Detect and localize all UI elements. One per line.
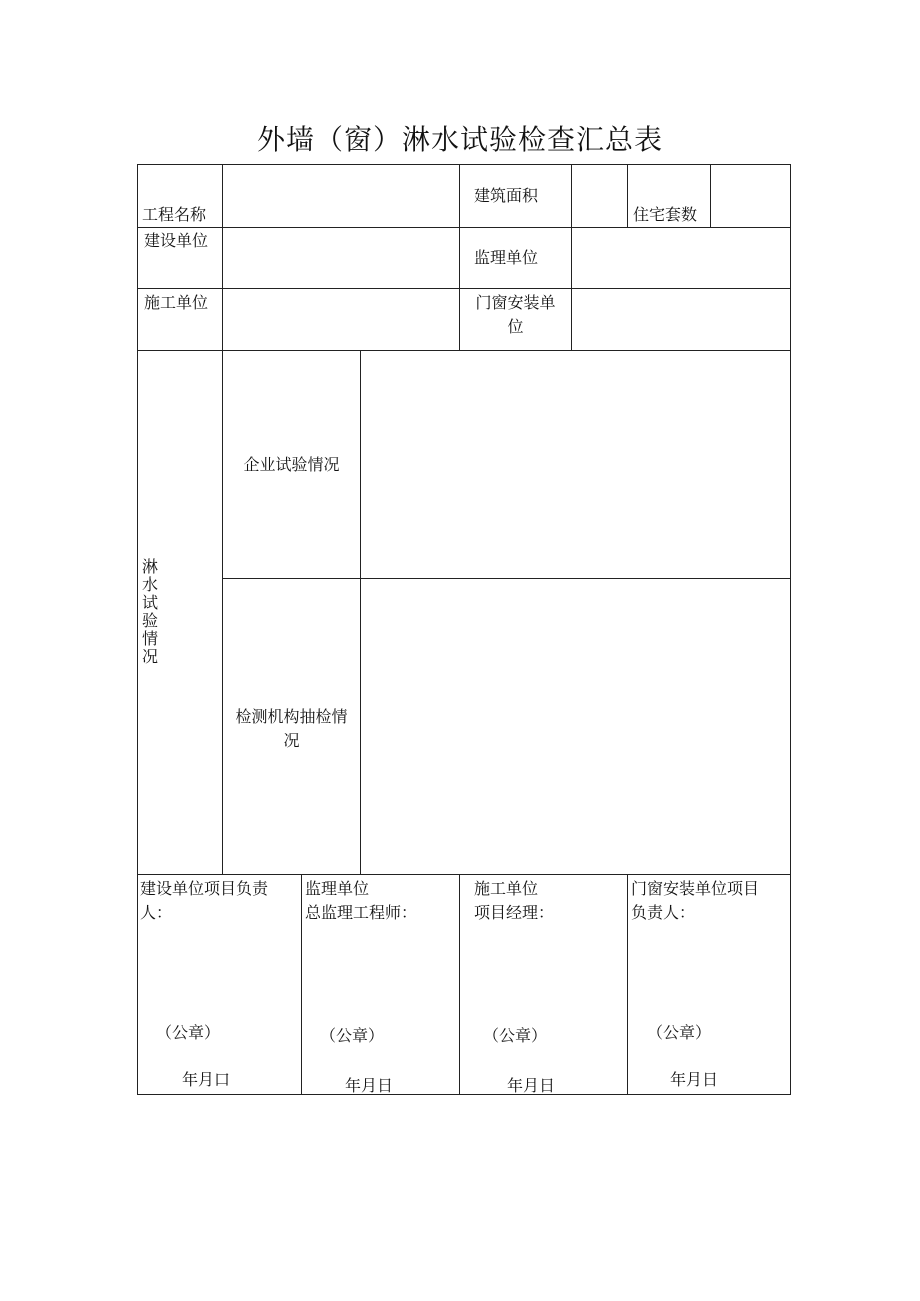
- row-line-5: [137, 874, 791, 875]
- sig1-line1: 建设单位项目负责: [140, 879, 269, 898]
- sig-line-1: [301, 874, 302, 1094]
- sig4-seal: （公章）: [647, 1023, 712, 1042]
- sig2-seal: （公章）: [320, 1026, 385, 1045]
- sig1-line2: 人：: [140, 903, 173, 922]
- border-top: [137, 164, 791, 165]
- sig-line-2: [459, 874, 460, 1094]
- project-name-label: 工程名称: [142, 205, 207, 224]
- sig2-line2: 总监理工程师：: [305, 903, 418, 922]
- col-line-c: [571, 164, 572, 350]
- enterprise-test-label: 企业试验情况: [243, 455, 340, 474]
- col-line-e: [710, 164, 711, 227]
- border-bottom: [137, 1094, 791, 1095]
- agency-check-label-line2: 况: [283, 731, 300, 750]
- sig3-seal: （公章）: [483, 1026, 548, 1045]
- test-section-label: 淋水试验情况: [142, 557, 159, 666]
- page-title: 外墙（窗）淋水试验检查汇总表: [256, 123, 663, 156]
- sig1-seal: （公章）: [156, 1023, 221, 1042]
- sig-line-3: [627, 874, 628, 1094]
- installer-label-line1: 门窗安装单: [475, 293, 556, 312]
- sig1-date: 年月口: [182, 1070, 231, 1089]
- border-left: [137, 164, 138, 1095]
- sig2-line1: 监理单位: [305, 879, 370, 898]
- sig4-line2: 负责人：: [631, 903, 696, 922]
- sig4-date: 年月日: [670, 1070, 719, 1089]
- sig3-line2: 项目经理：: [474, 903, 555, 922]
- sig3-date: 年月日: [507, 1076, 556, 1095]
- supervision-unit-label: 监理单位: [474, 248, 539, 267]
- contractor-label: 施工单位: [144, 293, 209, 312]
- col-line-f: [360, 350, 361, 874]
- installer-label-line2: 位: [507, 317, 524, 336]
- sig4-line1: 门窗安装单位项目: [631, 879, 760, 898]
- border-right: [790, 164, 791, 1095]
- housing-units-label: 住宅套数: [633, 205, 698, 224]
- row-line-2: [137, 288, 791, 289]
- col-line-a: [222, 164, 223, 874]
- row-line-1: [137, 227, 791, 228]
- col-line-d: [627, 164, 628, 227]
- building-area-label: 建筑面积: [474, 186, 539, 205]
- construction-owner-label: 建设单位: [144, 231, 209, 250]
- row-line-4: [222, 578, 791, 579]
- sig3-line1: 施工单位: [474, 879, 539, 898]
- row-line-3: [137, 350, 791, 351]
- agency-check-label-line1: 检测机构抽检情: [235, 707, 348, 726]
- sig2-date: 年月日: [345, 1076, 394, 1095]
